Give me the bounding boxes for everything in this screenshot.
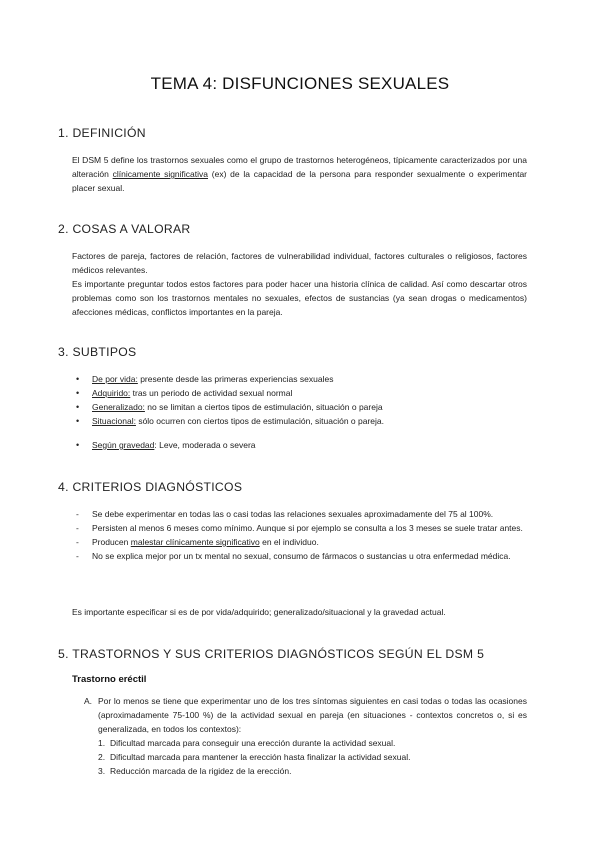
subtype-desc: no se limitan a ciertos tipos de estimulación, situación o pareja bbox=[144, 402, 383, 412]
document-title: TEMA 4: DISFUNCIONES SEXUALES bbox=[150, 74, 450, 93]
severity-term: Según gravedad bbox=[92, 440, 155, 450]
section-4-closing: Es importante especificar si es de por vida/adquirido; generalizado/situacional y la gravedad actual. bbox=[72, 607, 446, 617]
criteria-text: No se explica mejor por un tx mental no sexual, consumo de fármacos o sustancias u otra enfermedad médica. bbox=[92, 551, 511, 561]
criteria-text: Se debe experimentar en todas las o casi todas las relaciones sexuales aproximadamente del 75 al 100%. bbox=[92, 509, 494, 519]
list-item bbox=[98, 750, 527, 764]
criteria-text: Producen bbox=[92, 537, 131, 547]
subtypes-list bbox=[76, 372, 384, 428]
list-item bbox=[76, 386, 384, 400]
list-item bbox=[76, 372, 384, 386]
list-item bbox=[76, 438, 256, 452]
section-5-heading: 5. TRASTORNOS Y SUS CRITERIOS DIAGNÓSTICOS SEGÚN EL DSM 5 bbox=[58, 647, 485, 661]
symptom-text: Dificultad marcada para mantener la erección hasta finalizar la actividad sexual. bbox=[110, 752, 411, 762]
subtype-desc: sólo ocurren con ciertos tipos de estimulación, situación o pareja. bbox=[135, 416, 385, 426]
list-item bbox=[72, 549, 527, 563]
severity-desc: : Leve, moderada o severa bbox=[154, 440, 256, 450]
criteria-text-after: en el individuo. bbox=[259, 537, 319, 547]
s1-text-before: El DSM 5 define los trastornos sexuales como el grupo de trastornos heterogéneos, típicamente caracterizados por una alteración bbox=[72, 155, 527, 179]
subtype-term: Situacional: bbox=[92, 416, 136, 426]
symptom-text: Dificultad marcada para conseguir una erección durante la actividad sexual. bbox=[110, 738, 396, 748]
list-item bbox=[72, 535, 527, 549]
criterion-a-item bbox=[84, 694, 527, 778]
list-item bbox=[72, 507, 527, 521]
bullet-icon: • bbox=[76, 402, 80, 412]
criteria-underlined: malestar clínicamente significativo bbox=[130, 537, 260, 547]
dash-marker: - bbox=[76, 509, 79, 519]
bullet-icon: • bbox=[76, 374, 80, 384]
subtype-term: Adquirido: bbox=[92, 388, 131, 398]
subtype-desc: tras un periodo de actividad sexual normal bbox=[130, 388, 293, 398]
bullet-icon: • bbox=[76, 416, 80, 426]
section-3-heading: 3. SUBTIPOS bbox=[58, 345, 137, 359]
section-2-heading: 2. COSAS A VALORAR bbox=[58, 222, 191, 236]
disorder-subheading: Trastorno eréctil bbox=[72, 674, 147, 685]
severity-list bbox=[76, 438, 256, 452]
item-number: 3. bbox=[98, 766, 106, 776]
section-1-heading: 1. DEFINICIÓN bbox=[58, 126, 146, 140]
criterion-a-text: Por lo menos se tiene que experimentar uno de los tres síntomas siguientes en casi todas o todas las ocasiones (aproximadamente 75-100 %) de la actividad sexual en pareja (en situaciones - contextos concretos o, si es generalizada, en todos los contextos): bbox=[98, 696, 527, 734]
dash-marker: - bbox=[76, 551, 79, 561]
criterion-a bbox=[84, 694, 527, 778]
subtype-term: Generalizado: bbox=[92, 402, 145, 412]
criterion-a-marker: A. bbox=[84, 696, 93, 706]
section-1-paragraph bbox=[72, 153, 527, 195]
criteria-list bbox=[72, 507, 527, 563]
bullet-icon: • bbox=[76, 388, 80, 398]
item-number: 2. bbox=[98, 752, 106, 762]
symptom-list bbox=[98, 736, 527, 778]
section-2-paragraph-1: Factores de pareja, factores de relación, factores de vulnerabilidad individual, factores culturales o religiosos, factores médicos relevantes. bbox=[72, 251, 527, 275]
bullet-icon: • bbox=[76, 440, 80, 450]
section-2-paragraph-2: Es importante preguntar todos estos factores para poder hacer una historia clínica de calidad. Así como descartar otros problemas como son los trastornos mentales no sexuales, efectos de sustancias (ya sean drogas o medicamentos) afecciones médicas, conflictos importantes en la pareja. bbox=[72, 279, 527, 317]
list-item bbox=[76, 414, 384, 428]
dash-marker: - bbox=[76, 537, 79, 547]
list-item bbox=[76, 400, 384, 414]
list-item bbox=[98, 764, 527, 778]
s1-text-underlined: clínicamente significativa bbox=[112, 169, 209, 179]
item-number: 1. bbox=[98, 738, 106, 748]
symptom-text: Reducción marcada de la rigidez de la erección. bbox=[110, 766, 292, 776]
list-item bbox=[98, 736, 527, 750]
subtype-desc: presente desde las primeras experiencias sexuales bbox=[137, 374, 334, 384]
subtype-term: De por vida: bbox=[92, 374, 138, 384]
dash-marker: - bbox=[76, 523, 79, 533]
s1-text-after: (ex) de la capacidad de la persona para responder sexualmente o experimentar placer sexual. bbox=[72, 169, 528, 193]
criteria-text: Persisten al menos 6 meses como mínimo. Aunque si por ejemplo se consulta a los 3 meses se suele tratar antes. bbox=[92, 523, 523, 533]
section-4-heading: 4. CRITERIOS DIAGNÓSTICOS bbox=[58, 480, 243, 494]
list-item bbox=[72, 521, 527, 535]
